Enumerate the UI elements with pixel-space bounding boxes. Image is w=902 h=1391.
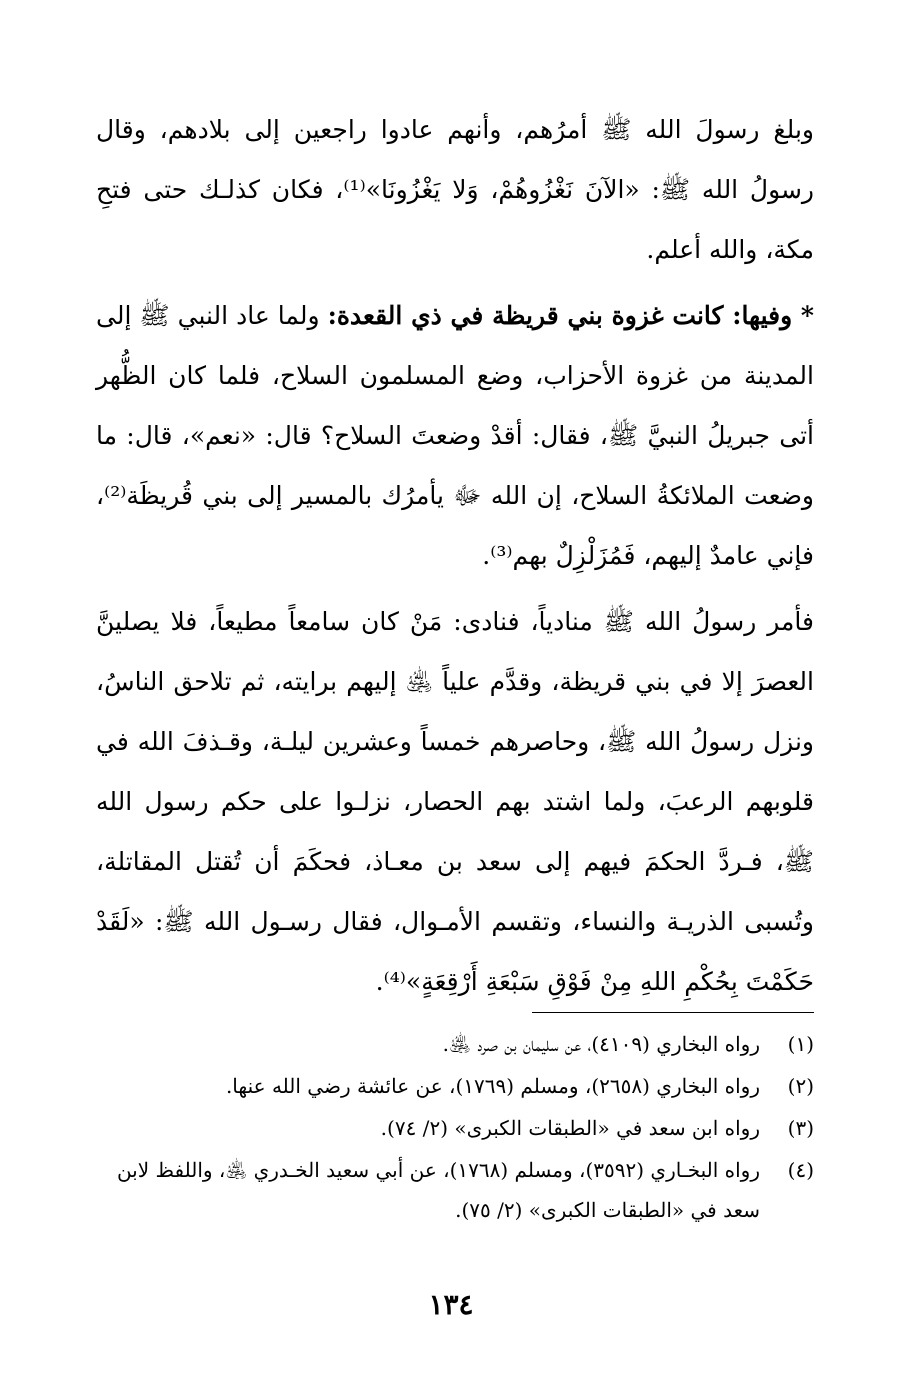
footnote-text: رواه البخـاري (٣٥٩٢)، ومسلم (١٧٦٨)، عن أبي سعيد الخـدري ﵁، واللفظ لابن سعد في «الطبقات الكبرى» (٢/ ٧٥). [116, 1158, 760, 1222]
footnote-text: رواه البخاري (٤١٠٩)، عن سليمان بن صرد ﵁. [442, 1032, 760, 1056]
footnote-divider [532, 1012, 814, 1013]
footnote-text: رواه البخاري (٢٦٥٨)، ومسلم (١٧٦٩)، عن عائشة رضي الله عنها. [225, 1074, 760, 1098]
footnote [96, 1108, 814, 1148]
footnote [96, 1150, 814, 1230]
page-number: ١٣٤ [428, 1288, 474, 1321]
paragraph-2 [96, 286, 814, 586]
paragraph-2-text: ولما عاد النبي ﷺ إلى المدينة من غزوة الأحزاب، وضع المسلمون السلاح، فلما كان الظُّهر أتى جبريلُ النبيَّ ﷺ، فقال: أقدْ وضعتَ السلاح؟ قال: «نعم»، قال: ما وضعت الملائكةُ السلاح، إن الله ﷻ يأمرُك بالمسير إلى بني قُريظَة⁽²⁾، فإني عامدٌ إليهم، فَمُزَلْزِلٌ بهم⁽³⁾. [96, 301, 814, 570]
footnote-number: (٢) [787, 1074, 814, 1098]
footnote [96, 1024, 814, 1064]
footnote-number: (٣) [787, 1116, 814, 1140]
footnote-text: رواه ابن سعد في «الطبقات الكبرى» (٢/ ٧٤). [380, 1116, 760, 1140]
footnotes [96, 1024, 814, 1232]
footnote [96, 1066, 814, 1106]
footnote-number: (٤) [787, 1158, 814, 1182]
paragraph-1: وبلغ رسولَ الله ﷺ أمرُهم، وأنهم عادوا راجعين إلى بلادهم، وقال رسولُ الله ﷺ: «الآنَ نَغْزُوهُمْ، وَلا يَغْزُونَا»⁽¹⁾، فكان كذلـك حتى فتحِ مكة، والله أعلم. [96, 115, 815, 264]
paragraph-3: فأمر رسولُ الله ﷺ منادياً، فنادى: مَنْ كان سامعاً مطيعاً، فلا يصلينَّ العصرَ إلا في بني قريظة، وقدَّم علياً ﵁ إليهم برايته، ثم تلاحق الناسُ، ونزل رسولُ الله ﷺ، وحاصرهم خمساً وعشرين ليلـة، وقـذفَ الله في قلوبهم الرعبَ، ولما اشتد بهم الحصار، نزلـوا على حكم رسول الله ﷺ، فـردَّ الحكمَ فيهم إلى سعد بن معـاذ، فحكَمَ أن تُقتل المقاتلة، وتُسبى الذريـة والنساء، وتقسم الأمـوال، فقال رسـول الله ﷺ: «لَقَدْ حَكَمْتَ بِحُكْمِ اللهِ مِنْ فَوْقِ سَبْعَةِ أَرْقِعَةٍ»⁽⁴⁾. [96, 607, 814, 996]
paragraph-2-heading: * وفيها: كانت غزوة بني قريظة في ذي القعدة: [327, 301, 814, 330]
footnote-number: (١) [787, 1032, 814, 1056]
